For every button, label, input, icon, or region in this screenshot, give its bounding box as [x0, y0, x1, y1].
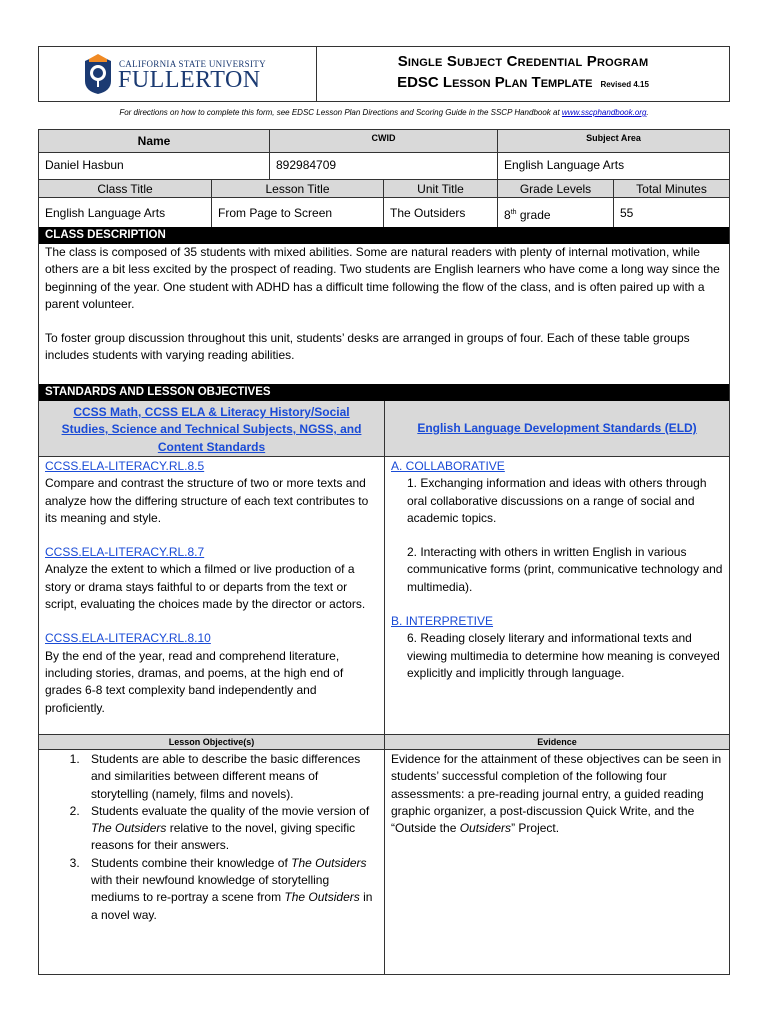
logo-university-line: CALIFORNIA STATE UNIVERSITY [119, 59, 266, 69]
objectives-list [39, 751, 376, 924]
name-value: Daniel Hasbun [39, 152, 269, 179]
objective-2-text-b: relative to the novel, giving specific reasons for their answers. [91, 821, 356, 853]
standard-text-rl-8-7: Analyze the extent to which a filmed or live production of a story or drama stays faithful to or departs from the text or script, evaluating the choices made by the director or actors. [45, 562, 366, 612]
total-minutes-label: Total Minutes [613, 179, 729, 197]
evidence-cell [384, 749, 729, 974]
template-title [317, 74, 729, 91]
eld-a1-text: 1. Exchanging information and ideas with others through oral collaborative discussions on a range of social and academic topics. [407, 476, 707, 525]
form-header [38, 46, 730, 102]
handbook-link[interactable]: www.sscphandbook.org [561, 108, 647, 117]
lesson-plan-table [38, 129, 730, 975]
objective-3-title-a: The Outsiders [291, 855, 367, 870]
lesson-objectives-label: Lesson Objective(s) [39, 734, 384, 749]
evidence-label: Evidence [384, 734, 729, 749]
grade-levels-value [497, 197, 613, 227]
objective-2-text-a: Students evaluate the quality of the movie version of [91, 803, 370, 818]
ccss-standards-list [39, 456, 384, 734]
objective-1-text: Students are able to describe the basic differences and similarities between different means of storytelling (namely, films and novels). [91, 752, 361, 801]
subject-area-value: English Language Arts [497, 152, 729, 179]
unit-title-value: The Outsiders [383, 197, 497, 227]
ccss-heading-cell [39, 401, 384, 456]
lesson-title-label: Lesson Title [211, 179, 383, 197]
directions-text: For directions on how to complete this form, see EDSC Lesson Plan Directions and Scoring Guide in the SSCP Handbook at [119, 108, 562, 117]
evidence-text-b: ” Project. [511, 821, 560, 836]
objective-item [83, 855, 376, 924]
eld-standards-list [384, 456, 729, 734]
objective-3-text-a: Students combine their knowledge of [91, 855, 292, 870]
program-title: Single Subject Credential Program [397, 53, 649, 70]
class-description-body [39, 244, 729, 384]
lesson-title-value: From Page to Screen [211, 197, 383, 227]
subject-area-label: Subject Area [497, 130, 729, 152]
class-description-p1: The class is composed of 35 students with mixed abilities. Some are natural readers with plenty of internal motivation, while others are a bit less excited by the prospect of reading. Two students are English learners who have come a long way since the beginning of the year. One student with ADHD has a difficult time following the flow of the class, and is often paired up with a parent volunteer. [45, 245, 720, 311]
eld-heading-cell [384, 401, 729, 456]
class-title-value: English Language Arts [39, 197, 211, 227]
grade-number: 8 [504, 208, 511, 222]
standard-text-rl-8-10: By the end of the year, read and comprehend literature, including stories, dramas, and poems, at the high end of grades 6-8 text complexity band independently and proficiently. [45, 648, 344, 715]
objective-3-text-b: with their newfound knowledge of storytelling mediums to re-portray a scene from [91, 873, 330, 905]
eld-a2-text: 2. Interacting with others in written English in various communicative forms (print, communicative technology and multimedia). [407, 545, 723, 594]
standard-code-rl-8-7[interactable]: CCSS.ELA-LITERACY.RL.8.7 [45, 545, 205, 560]
class-title-label: Class Title [39, 179, 211, 197]
standard-code-rl-8-10[interactable]: CCSS.ELA-LITERACY.RL.8.10 [45, 631, 211, 646]
template-title-text: EDSC Lesson Plan Template [397, 74, 593, 91]
cwid-label: CWID [269, 130, 497, 152]
objectives-list-cell [39, 749, 384, 974]
total-minutes-value: 55 [613, 197, 729, 227]
grade-levels-label: Grade Levels [497, 179, 613, 197]
name-label: Name [39, 130, 269, 152]
class-description-p2: To foster group discussion throughout this unit, students’ desks are arranged in groups of four. Each of these table groups includes students with varying reading abilities. [45, 331, 690, 363]
unit-title-label: Unit Title [383, 179, 497, 197]
eld-b6-text: 6. Reading closely literary and informational texts and viewing multimedia to determine how meaning is conveyed explicitly and implicitly through language. [407, 631, 720, 680]
form-title [317, 47, 729, 101]
directions-note [38, 108, 730, 117]
directions-suffix: . [646, 108, 649, 117]
eld-heading[interactable]: English Language Development Standards (ELD) [417, 421, 697, 435]
logo-fullerton: FULLERTON [118, 67, 261, 93]
evidence-title: Outsiders [459, 821, 512, 836]
grade-word: grade [516, 208, 551, 222]
class-description-heading: CLASS DESCRIPTION [39, 227, 729, 244]
objective-item [83, 803, 376, 855]
standard-text-rl-8-5: Compare and contrast the structure of two or more texts and analyze how the differing structure of each text contributes to its meaning and style. [45, 476, 369, 525]
eld-collaborative-link[interactable]: A. COLLABORATIVE [391, 459, 505, 473]
eld-interpretive-link[interactable]: B. INTERPRETIVE [391, 614, 494, 629]
objective-item [83, 751, 376, 803]
cwid-value: 892984709 [269, 152, 497, 179]
grade-suffix: th [510, 209, 517, 216]
tree-emblem-icon [83, 53, 113, 95]
ccss-heading[interactable]: CCSS Math, CCSS ELA & Literacy History/Social Studies, Science and Technical Subjects, NGSS, and Content Standards [61, 405, 362, 454]
revision-label: Revised 4.15 [600, 80, 649, 89]
standard-code-rl-8-5[interactable]: CCSS.ELA-LITERACY.RL.8.5 [45, 459, 205, 473]
objective-3-text-c: in a novel way. [91, 890, 373, 922]
university-logo [39, 47, 317, 101]
evidence-text-a: Evidence for the attainment of these objectives can be seen in students’ successful completion of the following four assessments: a pre-reading journal entry, a guided reading graphic organizer, a post-discussion Quick Write, and the “Outside the [391, 752, 722, 836]
objective-2-title: The Outsiders [91, 821, 167, 836]
standards-heading: STANDARDS AND LESSON OBJECTIVES [39, 384, 729, 401]
objective-3-title-b: The Outsiders [284, 890, 360, 905]
